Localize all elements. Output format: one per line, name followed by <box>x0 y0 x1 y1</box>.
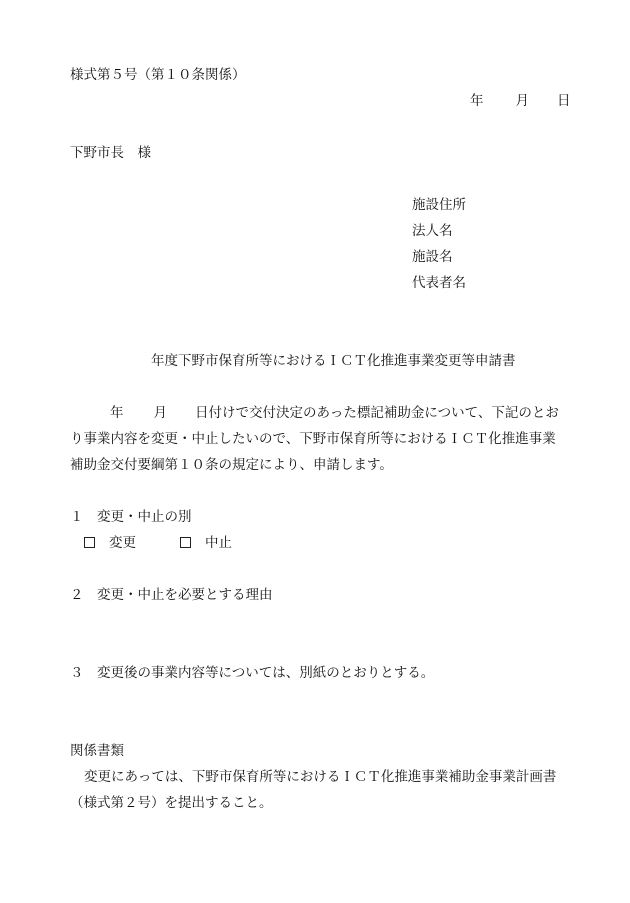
date-year: 年 <box>470 93 484 109</box>
body-month-word: 月 <box>153 405 167 421</box>
applicant-corporation-label: 法人名 <box>412 223 453 239</box>
date-month: 月 <box>515 93 529 109</box>
addressee: 下野市長 様 <box>70 145 151 161</box>
body-line-1 <box>110 407 559 421</box>
related-documents-line-1: 変更にあっては、下野市保育所等におけるＩＣＴ化推進事業補助金事業計画書 <box>84 769 557 785</box>
body-line-3: 補助金交付要綱第１０条の規定により、申請します。 <box>70 457 393 473</box>
cancel-option-label: 中止 <box>205 535 232 551</box>
change-checkbox[interactable] <box>84 537 95 548</box>
body-line-2: り事業内容を変更・中止したいので、下野市保育所等におけるＩＣＴ化推進事業 <box>70 431 556 447</box>
document-title: 年度下野市保育所等におけるＩＣＴ化推進事業変更等申請書 <box>151 353 516 369</box>
date-day: 日 <box>557 93 571 109</box>
related-documents-heading: 関係書類 <box>70 743 124 759</box>
applicant-address-label: 施設住所 <box>412 197 466 213</box>
change-option-label: 変更 <box>109 535 136 551</box>
applicant-facility-label: 施設名 <box>412 249 453 265</box>
section-1-options <box>84 537 232 551</box>
form-number: 様式第５号（第１０条関係） <box>70 67 246 83</box>
body-line-1-text: 日付けで交付決定のあった標記補助金について、下記のとお <box>195 405 559 421</box>
section-2-heading: ２ 変更・中止を必要とする理由 <box>70 587 273 603</box>
section-1-heading: １ 変更・中止の別 <box>70 509 192 525</box>
applicant-representative-label: 代表者名 <box>412 275 466 291</box>
body-year-word: 年 <box>110 405 124 421</box>
date-line <box>470 95 571 109</box>
related-documents-line-2: （様式第２号）を提出すること。 <box>70 795 273 811</box>
cancel-checkbox[interactable] <box>180 537 191 548</box>
section-3-heading: ３ 変更後の事業内容等については、別紙のとおりとする。 <box>70 665 435 681</box>
